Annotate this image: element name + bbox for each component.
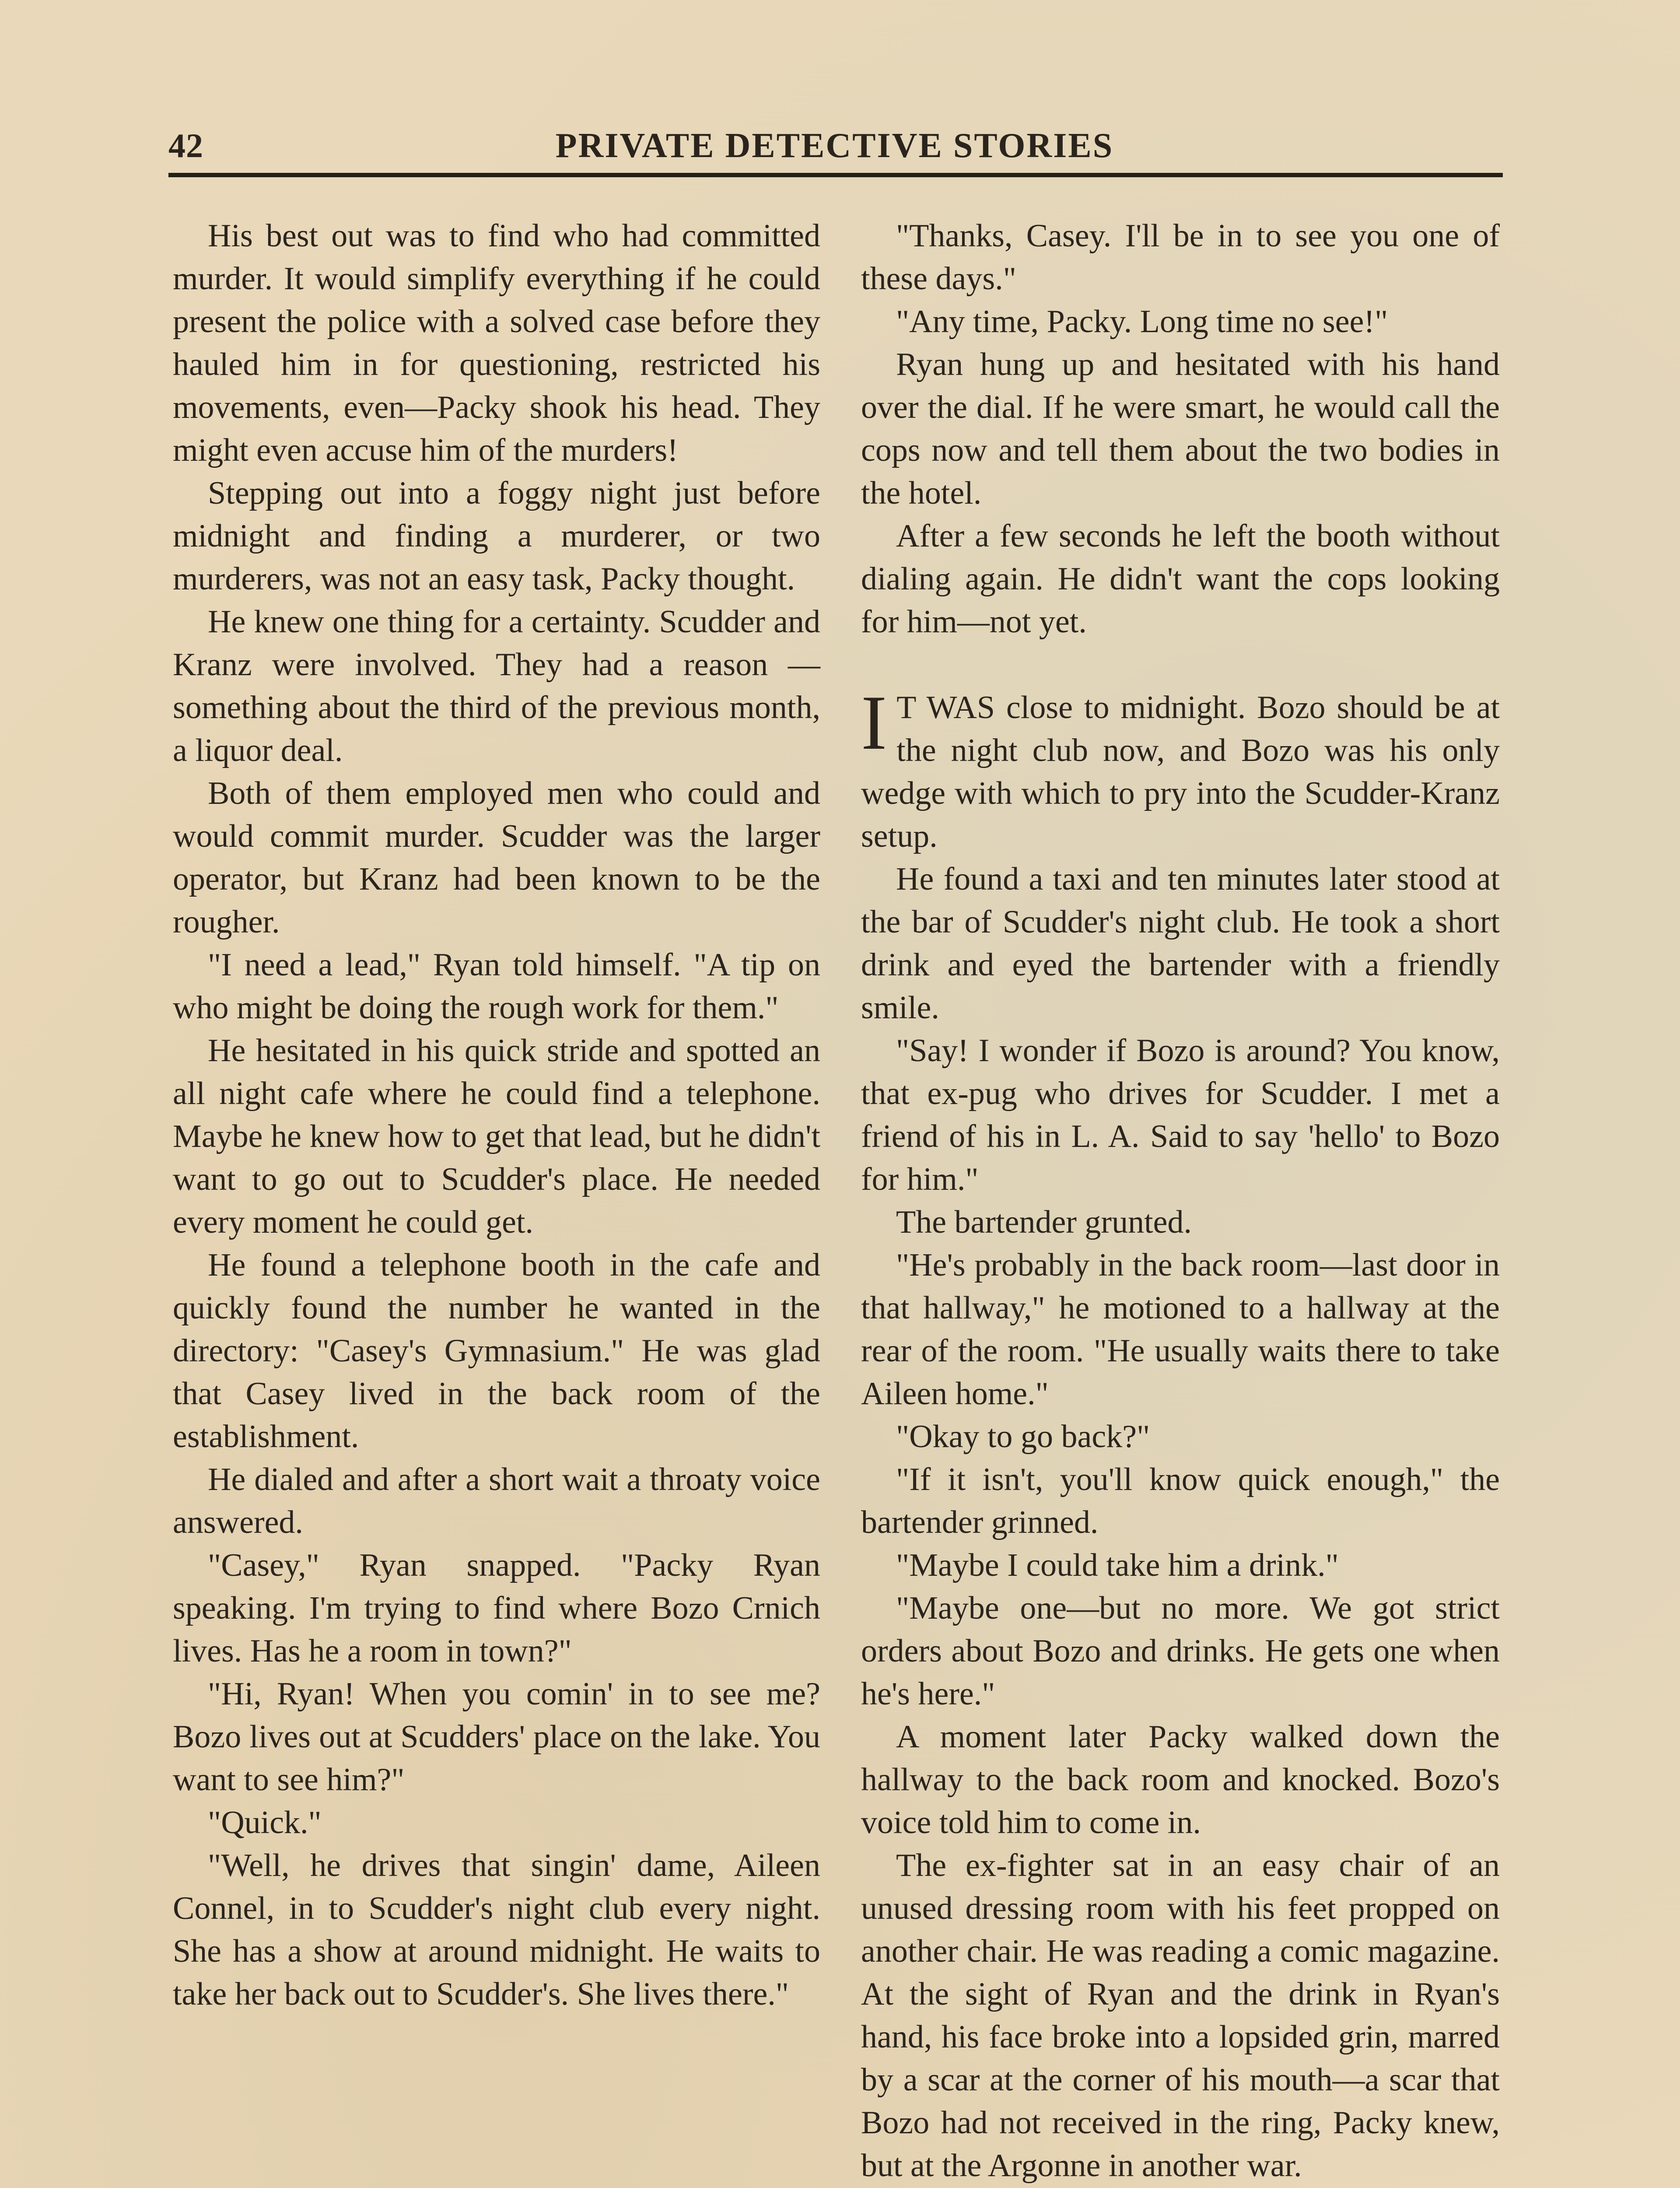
paragraph: "I need a lead," Ryan told himself. "A tip on who might be doing the rough work for them." bbox=[173, 947, 820, 1026]
left-column bbox=[173, 214, 820, 2016]
paragraph: He knew one thing for a certainty. Scudder and Kranz were involved. They had a reason — something about the third of the previous month, a liquor deal. bbox=[173, 604, 820, 768]
paragraph: Ryan hung up and hesitated with his hand over the dial. If he were smart, he would call the cops now and tell them about the two bodies in the hotel. bbox=[861, 347, 1500, 511]
section-opening-text: T WAS close to midnight. Bozo should be at the night club now, and Bozo was his only wedge with which to pry into the Scudder-Kranz setup. bbox=[861, 690, 1500, 854]
paragraph: "Thanks, Casey. I'll be in to see you one of these days." bbox=[861, 218, 1500, 297]
paragraph: "Hi, Ryan! When you comin' in to see me? Bozo lives out at Scudders' place on the lake. You want to see him?" bbox=[173, 1676, 820, 1798]
running-title: PRIVATE DETECTIVE STORIES bbox=[555, 126, 1114, 165]
paragraph: "Any time, Packy. Long time no see!" bbox=[896, 304, 1388, 340]
paragraph: "Okay to go back?" bbox=[896, 1419, 1150, 1455]
paragraph: He found a taxi and ten minutes later stood at the bar of Scudder's night club. He took a short drink and eyed the bartender with a friendly smile. bbox=[861, 861, 1500, 1026]
paragraph: He found a telephone booth in the cafe and quickly found the number he wanted in the directory: "Casey's Gymnasium." He was glad that Casey lived in the back room of the establishment. bbox=[173, 1247, 820, 1455]
paragraph: "Maybe I could take him a drink." bbox=[896, 1547, 1339, 1583]
paragraph: "Maybe one—but no more. We got strict orders about Bozo and drinks. He gets one when he's here." bbox=[861, 1590, 1500, 1712]
paragraph: "Well, he drives that singin' dame, Aileen Connel, in to Scudder's night club every night. She has a show at around midnight. He waits to take her back out to Scudder's. She lives there." bbox=[173, 1848, 820, 2012]
paragraph: He dialed and after a short wait a throaty voice answered. bbox=[173, 1462, 820, 1540]
paragraph: He hesitated in his quick stride and spotted an all night cafe where he could find a telephone. Maybe he knew how to get that lead, but he didn't want to go out to Scudder's place. He needed every moment he could get. bbox=[173, 1033, 820, 1240]
paragraph: His best out was to find who had committed murder. It would simplify everything if he could present the police with a solved case before they hauled him in for questioning, restricted his movements, even—Packy shook his head. They might even accuse him of the murders! bbox=[173, 218, 820, 468]
drop-cap: I bbox=[861, 679, 887, 766]
running-header bbox=[168, 122, 1501, 165]
paragraph: After a few seconds he left the booth without dialing again. He didn't want the cops looking for him—not yet. bbox=[861, 518, 1500, 640]
paragraph: Both of them employed men who could and would commit murder. Scudder was the larger operator, but Kranz had been known to be the rougher. bbox=[173, 775, 820, 940]
paragraph: Stepping out into a foggy night just before midnight and finding a murderer, or two murderers, was not an easy task, Packy thought. bbox=[173, 475, 820, 597]
paragraph: "If it isn't, you'll know quick enough," the bartender grinned. bbox=[861, 1462, 1500, 1540]
header-rule bbox=[168, 173, 1503, 177]
paragraph: "Quick." bbox=[208, 1805, 322, 1841]
page-number: 42 bbox=[168, 126, 203, 165]
paragraph: A moment later Packy walked down the hallway to the back room and knocked. Bozo's voice told him to come in. bbox=[861, 1719, 1500, 1841]
paragraph: The bartender grunted. bbox=[896, 1204, 1192, 1240]
paragraph: "Say! I wonder if Bozo is around? You know, that ex-pug who drives for Scudder. I met a friend of his in L. A. Said to say 'hello' to Bozo for him." bbox=[861, 1033, 1500, 1197]
paragraph: The ex-fighter sat in an easy chair of an unused dressing room with his feet propped on another chair. He was reading a comic magazine. At the sight of Ryan and the drink in Ryan's hand, his face broke into a lopsided grin, marred by a scar at the corner of his mouth—a scar that Bozo had not received in the ring, Packy knew, but at the Argonne in another war. bbox=[861, 1848, 1500, 2184]
right-column bbox=[861, 214, 1500, 2187]
section-opening-paragraph bbox=[861, 679, 1500, 858]
paragraph: "He's probably in the back room—last door in that hallway," he motioned to a hallway at the rear of the room. "He usually waits there to take Aileen home." bbox=[861, 1247, 1500, 1412]
paragraph: "Casey," Ryan snapped. "Packy Ryan speaking. I'm trying to find where Bozo Crnich lives. Has he a room in town?" bbox=[173, 1547, 820, 1669]
